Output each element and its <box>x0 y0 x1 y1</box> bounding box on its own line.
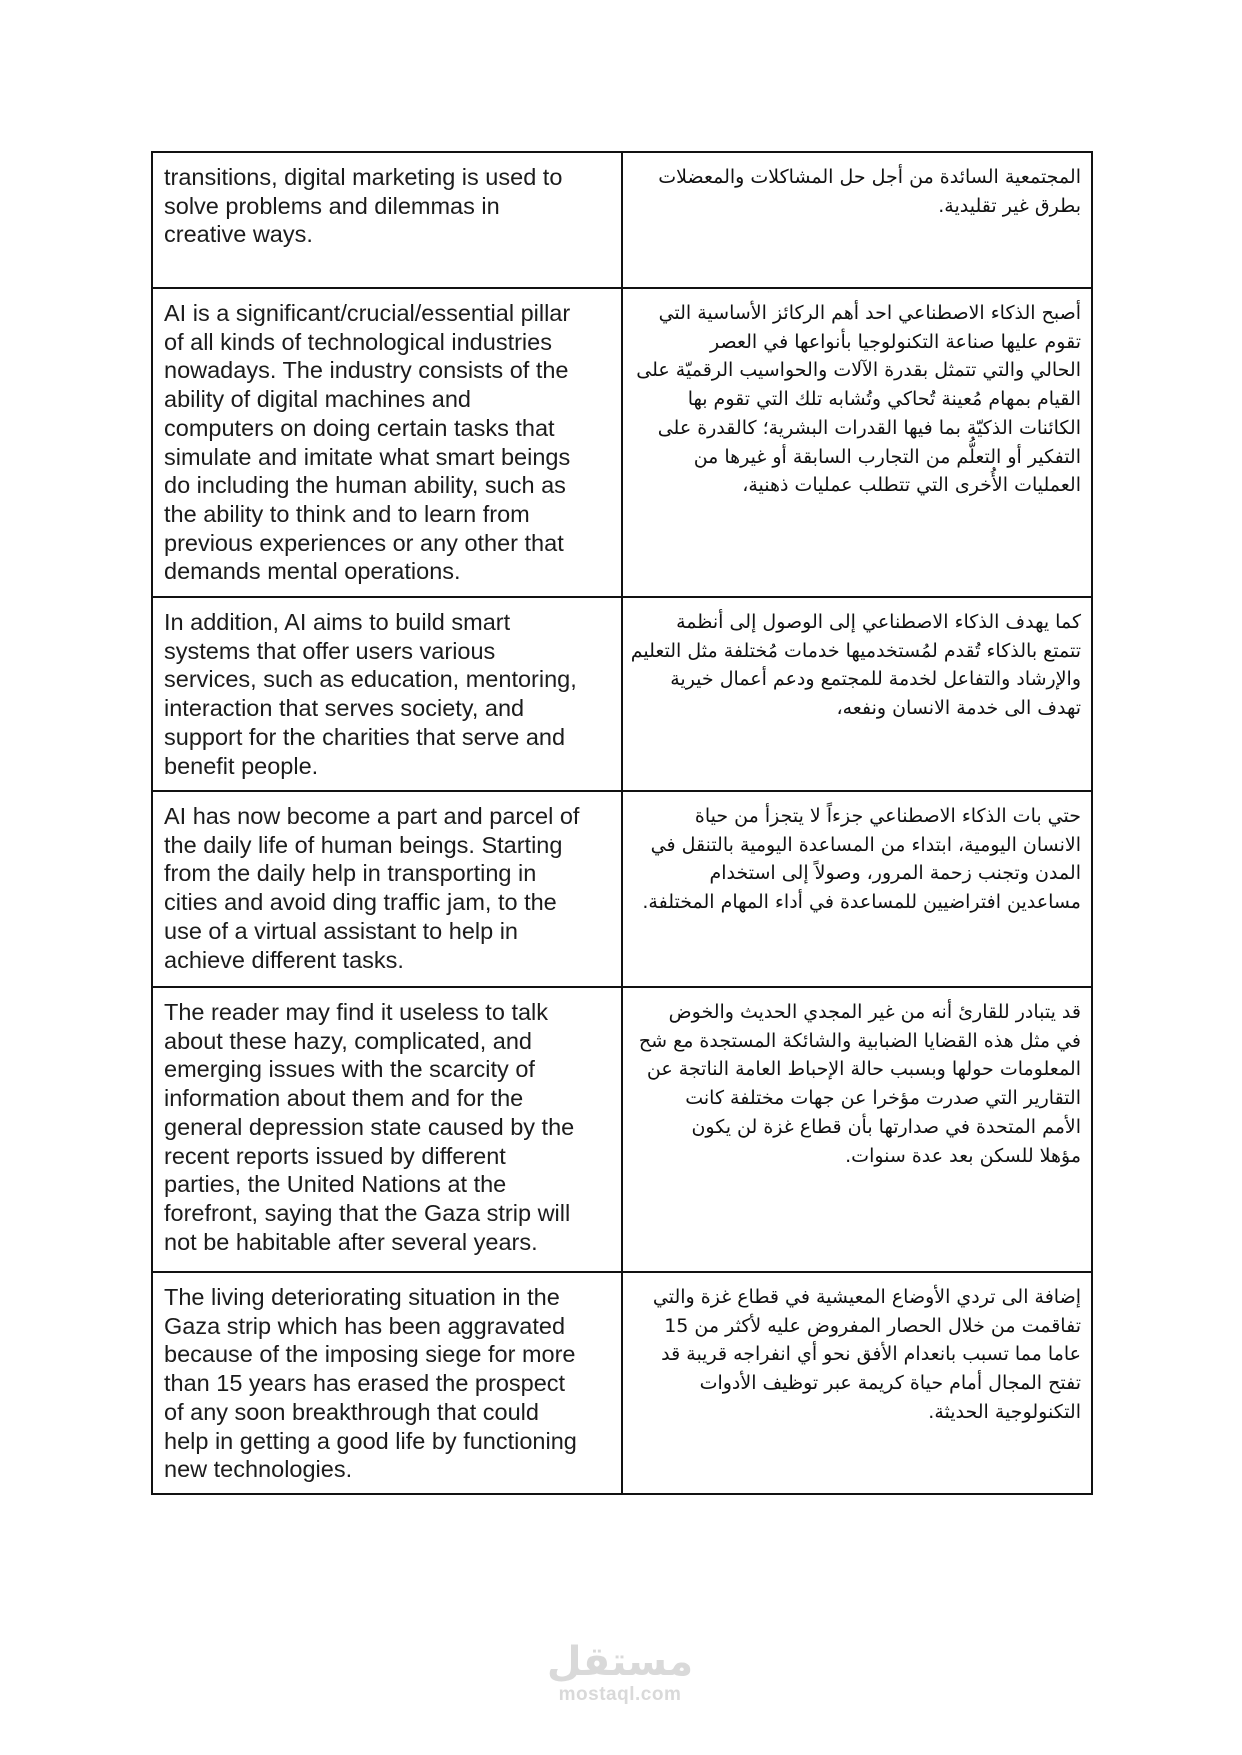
text-line: In addition, AI aims to build smart <box>164 609 511 635</box>
text-line: إضافة الى تردي الأوضاع المعيشية في قطاع غزة والتي <box>652 1286 1081 1308</box>
text-line: computers on doing certain tasks that <box>164 414 555 441</box>
text-line: general depression state caused by the <box>164 1113 575 1140</box>
text-line: التفكير أو التعلُّم من التجارب السابقة أو غيرها من <box>693 445 1081 468</box>
table-row <box>152 1272 1092 1494</box>
text-line: interaction that serves society, and <box>164 695 525 722</box>
mostaql-watermark-logo <box>520 1640 720 1706</box>
english-cell <box>152 987 622 1272</box>
text-line: AI has now become a part and parcel of <box>164 803 580 829</box>
arabic-cell <box>622 597 1092 791</box>
text-line: AI is a significant/crucial/essential pillar <box>164 300 571 326</box>
english-cell <box>152 1272 622 1494</box>
arabic-cell <box>622 152 1092 288</box>
text-line: cities and avoid ding traffic jam, to the <box>164 889 557 916</box>
text-line: تقوم عليها صناعة التكنولوجيا بأنواعها في العصر <box>710 330 1081 353</box>
text-line: because of the imposing siege for more <box>164 1341 576 1368</box>
table-row <box>152 288 1092 597</box>
text-line: solve problems and dilemmas in <box>164 192 500 219</box>
english-cell <box>152 597 622 791</box>
arabic-cell <box>622 1272 1092 1494</box>
text-line: from the daily help in transporting in <box>164 860 537 887</box>
text-line: التقارير التي صدرت مؤخرا عن جهات مختلفة كانت <box>685 1087 1081 1110</box>
text-line: The living deteriorating situation in the <box>164 1284 560 1310</box>
text-line: new technologies. <box>164 1456 353 1483</box>
text-line: help in getting a good life by functioning <box>164 1427 577 1454</box>
text-line: creative ways. <box>164 221 313 248</box>
table-row <box>152 791 1092 987</box>
english-text <box>153 289 621 594</box>
arabic-text <box>623 1273 1091 1435</box>
text-line: of any soon breakthrough that could <box>164 1398 539 1425</box>
text-line: التكنولوجية الحديثة. <box>928 1400 1081 1423</box>
text-line: the ability to think and to learn from <box>164 500 530 527</box>
watermark-arabic-text: مستقل <box>546 1639 694 1685</box>
watermark-latin-text: mostaql.com <box>558 1684 682 1705</box>
text-line: مؤهلا للسكن بعد عدة سنوات. <box>845 1144 1081 1167</box>
text-line: systems that offer users various <box>164 637 496 664</box>
text-line: المدن وتجنب زحمة المرور، وصولاً إلى استخدام <box>709 862 1081 885</box>
text-line: demands mental operations. <box>164 558 461 585</box>
text-line: مساعدين افتراضيين للمساعدة في أداء المهام المختلفة. <box>642 891 1081 914</box>
text-line: أصبح الذكاء الاصطناعي احد أهم الركائز الأساسية التي <box>658 302 1081 324</box>
table-row <box>152 987 1092 1272</box>
text-line: تفتح المجال أمام حياة كريمة عبر توظيف الأدوات <box>699 1372 1081 1395</box>
text-line: بطرق غير تقليدية. <box>938 194 1081 217</box>
text-line: المعلومات حولها وبسبب حالة الإحباط العامة الناتجة عن <box>646 1058 1081 1081</box>
arabic-text <box>623 598 1091 731</box>
arabic-text <box>623 289 1091 508</box>
arabic-text <box>623 153 1091 228</box>
text-line: of all kinds of technological industries <box>164 328 552 355</box>
text-line: تهدف الى خدمة الانسان ونفعه، <box>836 697 1081 720</box>
english-text <box>153 988 621 1264</box>
english-cell <box>152 152 622 288</box>
text-line: المجتمعية السائدة من أجل حل المشاكلات والمعضلات <box>658 166 1081 188</box>
text-line: ability of digital machines and <box>164 386 471 413</box>
text-line: في مثل هذه القضايا الضبابية والشائكة المستجدة مع شح <box>638 1029 1081 1052</box>
arabic-cell <box>622 288 1092 597</box>
text-line: transitions, digital marketing is used to <box>164 164 563 190</box>
text-line: simulate and imitate what smart beings <box>164 443 571 470</box>
arabic-text <box>623 988 1091 1178</box>
text-line: forefront, saying that the Gaza strip will <box>164 1199 571 1226</box>
text-line: تفاقمت من خلال الحصار المفروض عليه لأكثر من 15 <box>664 1314 1081 1337</box>
text-line: use of a virtual assistant to help in <box>164 917 519 944</box>
text-line: about these hazy, complicated, and <box>164 1027 532 1054</box>
text-line: The reader may find it useless to talk <box>164 999 549 1025</box>
text-line: العمليات الأُخرى التي تتطلب عمليات ذهنية، <box>742 474 1081 497</box>
text-line: عاما مما تسبب بانعدام الأفق نحو أي انفراجه قريبة قد <box>661 1343 1081 1366</box>
text-line: benefit people. <box>164 752 319 779</box>
text-line: emerging issues with the scarcity of <box>164 1056 535 1083</box>
text-line: الانسان اليومية، ابتداء من المساعدة اليومية بالتنقل في <box>650 833 1081 856</box>
text-line: recent reports issued by different <box>164 1142 506 1169</box>
text-line: previous experiences or any other that <box>164 529 564 556</box>
text-line: تتمتع بالذكاء تُقدم لمُستخدميها خدمات مُختلفة مثل التعليم <box>630 639 1081 662</box>
english-text <box>153 153 621 257</box>
text-line: not be habitable after several years. <box>164 1228 538 1255</box>
text-line: الكائنات الذكيّة بما فيها القدرات البشرية؛ كالقدرة على <box>657 416 1081 439</box>
arabic-text <box>623 792 1091 925</box>
text-line: than 15 years has erased the prospect <box>164 1370 566 1397</box>
text-line: الحالي والتي تتمثل بقدرة الآلات والحواسيب الرقميّة على <box>636 359 1081 382</box>
text-line: قد يتبادر للقارئ أنه من غير المجدي الحديث والخوض <box>668 1001 1081 1023</box>
text-line: Gaza strip which has been aggravated <box>164 1312 566 1339</box>
text-line: القيام بمهام مُعينة تُحاكي وتُشابه تلك التي تقوم بها <box>687 388 1081 411</box>
text-line: كما يهدف الذكاء الاصطناعي إلى الوصول إلى أنظمة <box>676 611 1081 633</box>
text-line: parties, the United Nations at the <box>164 1171 507 1198</box>
text-line: والإرشاد والتفاعل لخدمة للمجتمع ودعم أعمال خيرية <box>670 668 1081 691</box>
english-text <box>153 792 621 982</box>
english-text <box>153 1273 621 1492</box>
text-line: services, such as education, mentoring, <box>164 666 577 693</box>
text-line: achieve different tasks. <box>164 946 404 973</box>
arabic-cell <box>622 987 1092 1272</box>
table-row <box>152 597 1092 791</box>
text-line: حتي بات الذكاء الاصطناعي جزءاً لا يتجزأ من حياة <box>694 805 1081 827</box>
text-line: do including the human ability, such as <box>164 472 566 499</box>
text-line: information about them and for the <box>164 1085 524 1112</box>
arabic-cell <box>622 791 1092 987</box>
text-line: support for the charities that serve and <box>164 723 566 750</box>
english-cell <box>152 791 622 987</box>
text-line: الأمم المتحدة في صدارتها بأن قطاع غزة لن يكون <box>691 1115 1081 1138</box>
translation-table <box>151 151 1093 1495</box>
english-cell <box>152 288 622 597</box>
text-line: nowadays. The industry consists of the <box>164 357 569 384</box>
english-text <box>153 598 621 788</box>
text-line: the daily life of human beings. Starting <box>164 831 563 858</box>
table-row <box>152 152 1092 288</box>
